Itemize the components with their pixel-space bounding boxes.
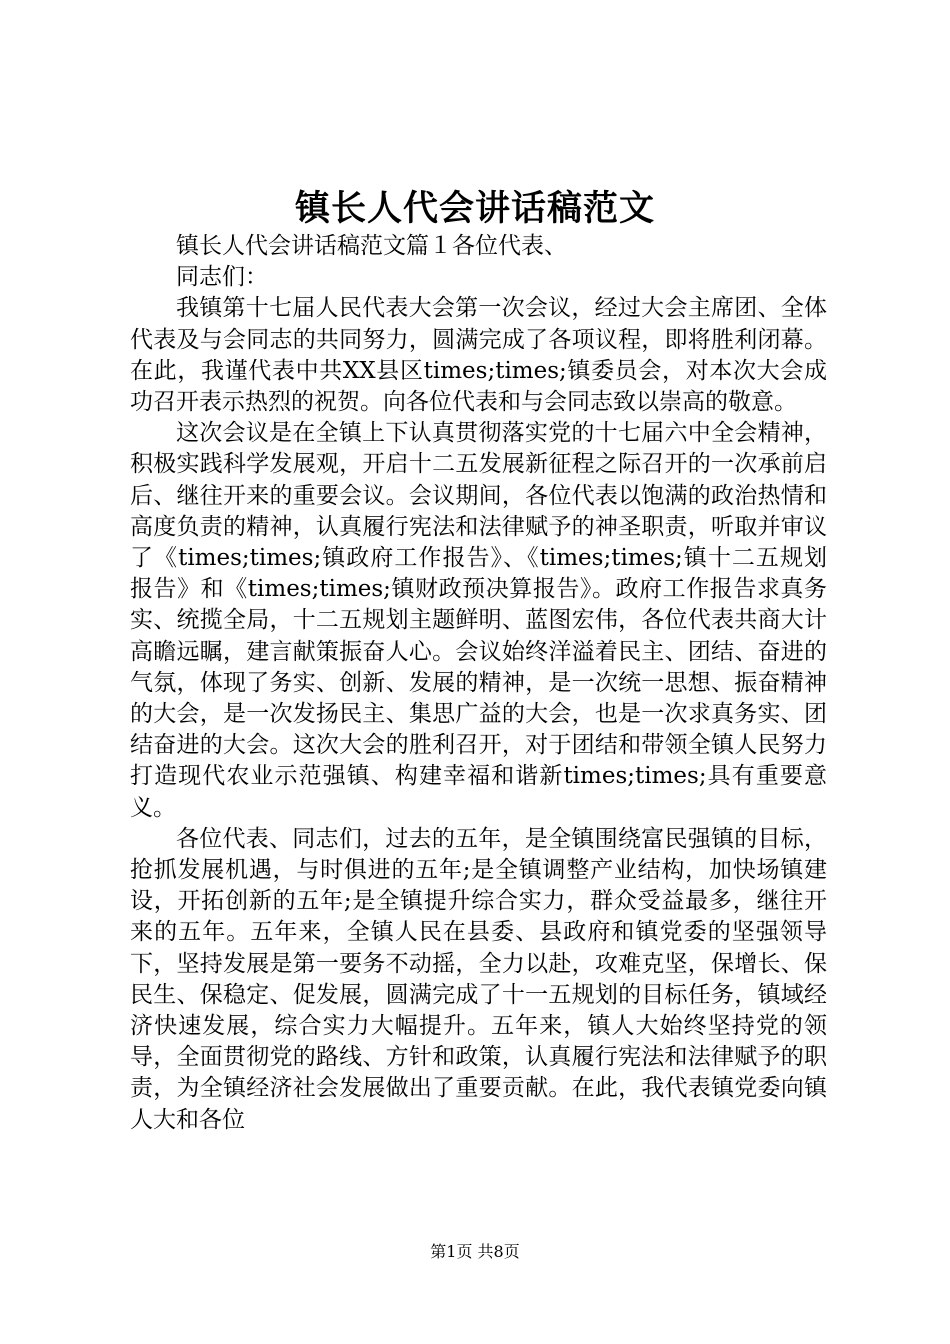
paragraph: 镇长人代会讲话稿范文篇１各位代表、 [176, 233, 567, 259]
document-body [130, 231, 827, 1136]
paragraph: 我镇第十七届人民代表大会第一次会议，经过大会主席团、全体代表及与会同志的共同努力，圆满完成了各项议程，即将胜利闭幕。在此，我谨代表中共XX县区times;times;镇委员会，对本次大会成功召开表示热烈的祝贺。向各位代表和与会同志致以崇高的敬意。 [130, 295, 827, 416]
paragraph: 同志们： [176, 264, 268, 291]
page-footer: 第1页 共8页 [430, 1242, 520, 1261]
paragraph: 各位代表、同志们，过去的五年，是全镇围绕富民强镇的目标，抢抓发展机遇，与时俱进的五年;是全镇调整产业结构，加快场镇建设，开拓创新的五年;是全镇提升综合实力，群众受益最多，继往开来的五年。五年来，全镇人民在县委、县政府和镇党委的坚强领导下，坚持发展是第一要务不动摇，全力以赴，攻难克坚，保增长、保民生、保稳定、促发展，圆满完成了十一五规划的目标任务，镇域经济快速发展，综合实力大幅提升。五年来，镇人大始终坚持党的领导，全面贯彻党的路线、方针和政策，认真履行宪法和法律赋予的职责，为全镇经济社会发展做出了重要贡献。在此，我代表镇党委向镇人大和各位 [130, 825, 827, 1133]
document-title: 镇长人代会讲话稿范文 [294, 188, 655, 229]
paragraph: 这次会议是在全镇上下认真贯彻落实党的十七届六中全会精神，积极实践科学发展观，开启十二五发展新征程之际召开的一次承前启后、继往开来的重要会议。会议期间，各位代表以饱满的政治热情和高度负责的精神，认真履行宪法和法律赋予的神圣职责，听取并审议了《times;times;镇政府工作报告》、《times;times;镇十二五规划报告》和《times;times;镇财政预决算报告》。政府工作报告求真务实、统揽全局，十二五规划主题鲜明、蓝图宏伟，各位代表共商大计高瞻远瞩，建言献策振奋人心。会议始终洋溢着民主、团结、奋进的气氛，体现了务实、创新、发展的精神，是一次统一思想、振奋精神的大会，是一次发扬民主、集思广益的大会，也是一次求真务实、团结奋进的大会。这次大会的胜利召开，对于团结和带领全镇人民努力打造现代农业示范强镇、构建幸福和谐新times;times;具有重要意义。 [130, 420, 827, 821]
